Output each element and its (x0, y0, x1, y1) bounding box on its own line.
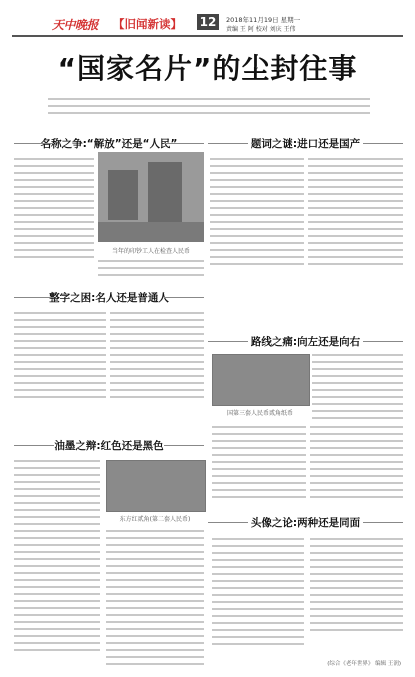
section-5-text-b (106, 530, 204, 670)
column-name: 【旧闻新读】 (113, 17, 182, 31)
banknote-image-dongfanghong (106, 460, 206, 512)
section-title-1: 名称之争:“解放”还是“人民” (14, 136, 204, 151)
section-3-text-b (110, 312, 204, 403)
newspaper-brand: 天中晚报 (52, 18, 99, 32)
section-title-6: 头像之论:两种还是同面 (208, 515, 403, 530)
section-2-text-a (210, 158, 304, 270)
page-headline: “国家名片”的尘封往事 (57, 52, 358, 85)
page-number: 12 (197, 14, 219, 30)
section-4-text-a (312, 354, 403, 424)
section-4-text-c (310, 426, 403, 503)
section-2-text-b (308, 158, 403, 270)
section-title-2: 题词之谜:进口还是国产 (208, 136, 403, 151)
banknote-image-two-jiao (212, 354, 310, 406)
section-4-text-b (212, 426, 306, 503)
section-6-text-b (310, 538, 403, 636)
section-title-4: 路线之痛:向左还是向右 (208, 334, 403, 349)
lead-paragraph-text (48, 98, 370, 124)
photo-printing-workers (98, 152, 204, 242)
photo-caption-mid: 国第三套人民币贰角纸币 (226, 410, 293, 417)
section-1-text-b (98, 260, 204, 281)
photo-caption-top: 当年的印钞工人在检查人民币 (111, 248, 190, 255)
photo-caption-bottom: 东方红贰角(第二套人民币) (119, 516, 191, 523)
masthead-divider (12, 35, 403, 37)
section-5-text-a (14, 460, 100, 656)
editors-line: 责编 王 阿 校对 刘庆 王伟 (226, 26, 296, 33)
issue-date: 2018年11月19日 星期一 (226, 16, 301, 24)
section-title-5: 油墨之辩:红色还是黑色 (14, 438, 204, 453)
footer-source-note: (综合《老年世界》 编辑 王润) (327, 661, 401, 667)
section-3-text-a (14, 312, 106, 403)
section-1-text (14, 158, 94, 263)
section-6-text-a (212, 538, 304, 650)
section-title-3: 整字之困:名人还是普通人 (14, 290, 204, 305)
